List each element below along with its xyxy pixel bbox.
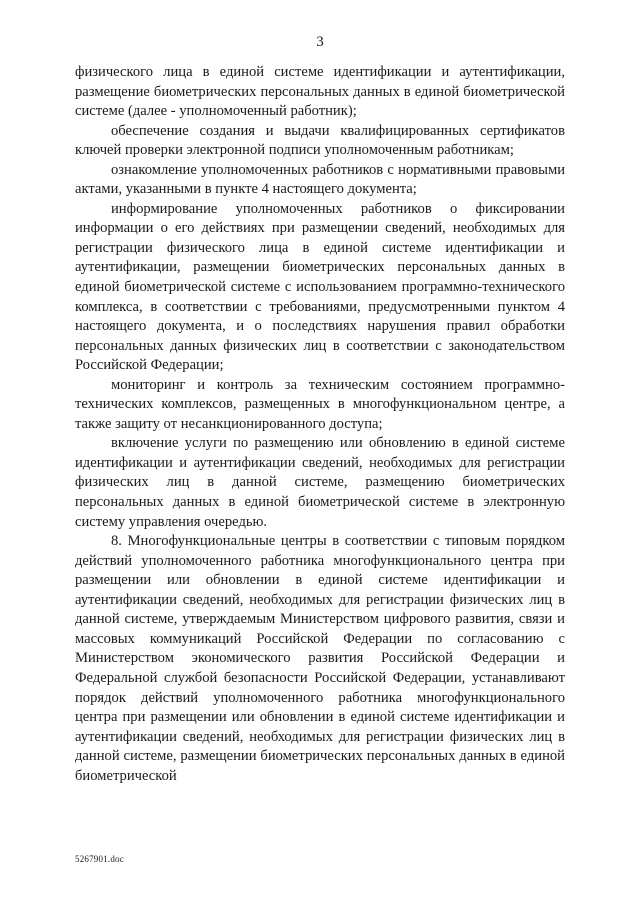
paragraph-item-8: 8. Многофункциональные центры в соответствии с типовым порядком действий уполномоченного работника многофункционального центра при размещении или обновлении в единой системе идентификации и аутентификации сведений, необходимых для регистрации физических лиц в данной системе, утверждаемым Министерством цифрового развития, связи и массовых коммуникаций Российской Федерации по согласованию с Министерством экономического развития Российской Федерации и Федеральной службой безопасности Российской Федерации, устанавливают порядок действий уполномоченного работника многофункционального центра при размещении или обновлении в единой системе идентификации и аутентификации сведений, необходимых для регистрации физических лиц в данной системе, размещении биометрических персональных данных в единой биометрической <box>75 533 565 784</box>
page-number: 3 <box>316 34 324 50</box>
paragraph-monitoring: мониторинг и контроль за техническим состоянием программно-технических комплексов, размещенных в многофункциональном центре, а также защиту от несанкционированного доступа; <box>75 376 565 432</box>
document-body <box>75 63 565 786</box>
footer-filename: 5267901.doc <box>75 854 124 864</box>
paragraph-certificates: обеспечение создания и выдачи квалифицированных сертификатов ключей проверки электронной подписи уполномоченным работникам; <box>75 122 565 159</box>
paragraph-informing: информирование уполномоченных работников о фиксировании информации о его действиях при размещении сведений, необходимых для регистрации физического лица в единой системе идентификации и аутентификации, размещении биометрических персональных данных в единой биометрической системе с использованием программно-технического комплекса, в соответствии с требованиями, предусмотренными пунктом 4 настоящего документа, и о последствиях нарушения правил обработки персональных данных физических лиц в соответствии с законодательством Российской Федерации; <box>75 200 565 374</box>
paragraph-queue: включение услуги по размещению или обновлению в единой системе идентификации и аутентификации сведений, необходимых для регистрации физических лиц в данной системе, размещению биометрических персональных данных в единой биометрической системе в электронную систему управления очередью. <box>75 435 565 530</box>
paragraph-familiarization: ознакомление уполномоченных работников с нормативными правовыми актами, указанными в пункте 4 настоящего документа; <box>75 161 565 198</box>
paragraph-continuation: физического лица в единой системе идентификации и аутентификации, размещение биометрических персональных данных в единой биометрической системе (далее - уполномоченный работник); <box>75 64 565 120</box>
